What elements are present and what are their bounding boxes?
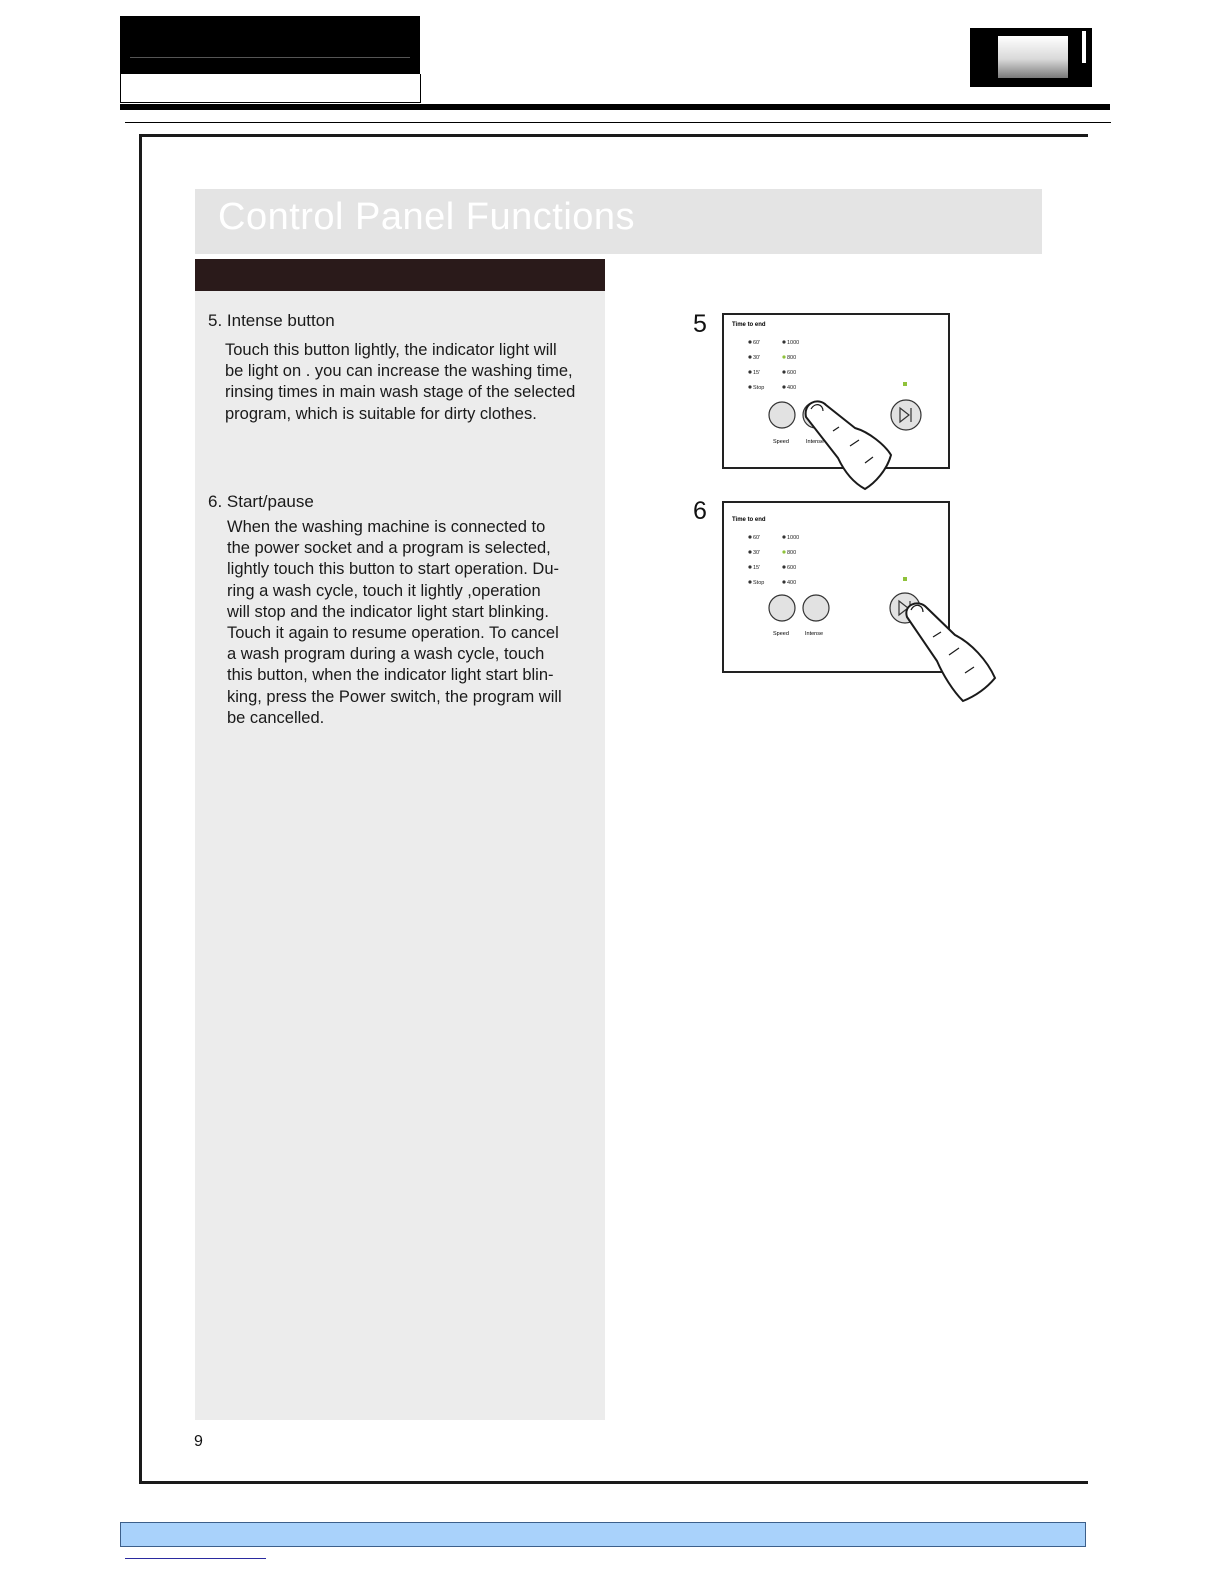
time-option: 60' — [753, 535, 761, 541]
button-label-speed: Speed — [773, 631, 789, 637]
indicator-dot-lit — [782, 550, 785, 553]
header-inner-rule — [130, 57, 410, 58]
text-panel — [195, 291, 605, 1420]
body-line: ring a wash cycle, touch it lightly ,operation — [227, 581, 541, 600]
frame-top-border — [140, 134, 1088, 137]
time-option: 60' — [753, 340, 761, 346]
body-line: Touch it again to resume operation. To cancel — [227, 624, 559, 643]
header-thick-rule — [120, 104, 1110, 110]
section-heading-intense: 5. Intense button — [208, 311, 335, 330]
indicator-dot — [748, 355, 751, 358]
body-line: program, which is suitable for dirty clothes. — [225, 404, 537, 423]
frame-left-border — [139, 134, 142, 1484]
speed-button — [769, 595, 795, 621]
body-line: rinsing times in main wash stage of the selected — [225, 383, 576, 402]
button-label-speed: Speed — [773, 439, 789, 445]
brand-logo — [970, 28, 1092, 87]
page-title: Control Panel Functions — [218, 196, 636, 238]
speed-option: 1000 — [787, 535, 800, 541]
header-white-block — [120, 74, 421, 103]
logo-stub — [1082, 31, 1086, 63]
section-body-start-pause — [227, 517, 605, 729]
indicator-dot — [748, 580, 751, 583]
panel-title: Time to end — [732, 322, 766, 328]
body-line: the power socket and a program is selected, — [227, 539, 551, 558]
speed-option: 600 — [787, 565, 797, 571]
figure-number-5: 5 — [693, 310, 707, 338]
indicator-dot — [782, 580, 785, 583]
body-line: this button, when the indicator light start blin- — [227, 666, 554, 685]
time-option: 15' — [753, 565, 761, 571]
start-indicator-light — [903, 577, 907, 581]
indicator-dot — [782, 565, 785, 568]
time-option: Stop — [753, 385, 765, 391]
body-line: Touch this button lightly, the indicator light will — [225, 341, 557, 359]
start-pause-button — [891, 400, 921, 430]
section-body-intense — [225, 340, 605, 425]
indicator-dot — [748, 535, 751, 538]
figure-number-6: 6 — [693, 497, 707, 525]
indicator-dot — [782, 340, 785, 343]
time-option: 30' — [753, 550, 761, 556]
body-line: a wash program during a wash cycle, touch — [227, 645, 545, 664]
body-line: be cancelled. — [227, 708, 325, 727]
indicator-dot — [748, 550, 751, 553]
speed-option: 400 — [787, 580, 797, 586]
footer-link-underline — [125, 1558, 266, 1559]
time-option: 15' — [753, 370, 761, 376]
button-label-intense: Intense — [805, 631, 824, 637]
speed-option: 800 — [787, 550, 797, 556]
footer-bar — [120, 1522, 1086, 1547]
indicator-dot — [748, 370, 751, 373]
section-header-tab — [195, 259, 605, 291]
time-option: 30' — [753, 355, 761, 361]
indicator-dot — [748, 340, 751, 343]
frame-bottom-border — [139, 1481, 1088, 1484]
intense-button — [803, 595, 829, 621]
speed-option: 800 — [787, 355, 797, 361]
body-line: be light on . you can increase the washing time, — [225, 362, 573, 381]
body-line: lightly touch this button to start operation. Du- — [227, 560, 560, 579]
indicator-dot — [782, 385, 785, 388]
control-panel-figure-5 — [715, 305, 1015, 500]
panel-title: Time to end — [732, 517, 766, 523]
indicator-dot — [748, 385, 751, 388]
control-panel-figure-6 — [715, 495, 1015, 710]
time-option: Stop — [753, 580, 765, 586]
body-line: king, press the Power switch, the program will — [227, 687, 562, 706]
header-thin-rule — [125, 122, 1111, 123]
header-black-block — [120, 16, 420, 74]
indicator-dot — [782, 370, 785, 373]
speed-option: 600 — [787, 370, 797, 376]
indicator-dot — [782, 535, 785, 538]
indicator-dot — [748, 565, 751, 568]
section-heading-start-pause: 6. Start/pause — [208, 492, 314, 511]
body-line: will stop and the indicator light start blinking. — [227, 602, 549, 621]
start-indicator-light — [903, 382, 907, 386]
speed-option: 1000 — [787, 340, 800, 346]
body-line: When the washing machine is connected to — [227, 518, 546, 536]
panel-outline — [723, 502, 949, 672]
button-label-intense: Intense — [806, 439, 825, 445]
logo-gradient-tile — [998, 36, 1068, 78]
speed-option: 400 — [787, 385, 797, 391]
indicator-dot-lit — [782, 355, 785, 358]
page-number: 9 — [194, 1433, 203, 1450]
speed-button — [769, 402, 795, 428]
